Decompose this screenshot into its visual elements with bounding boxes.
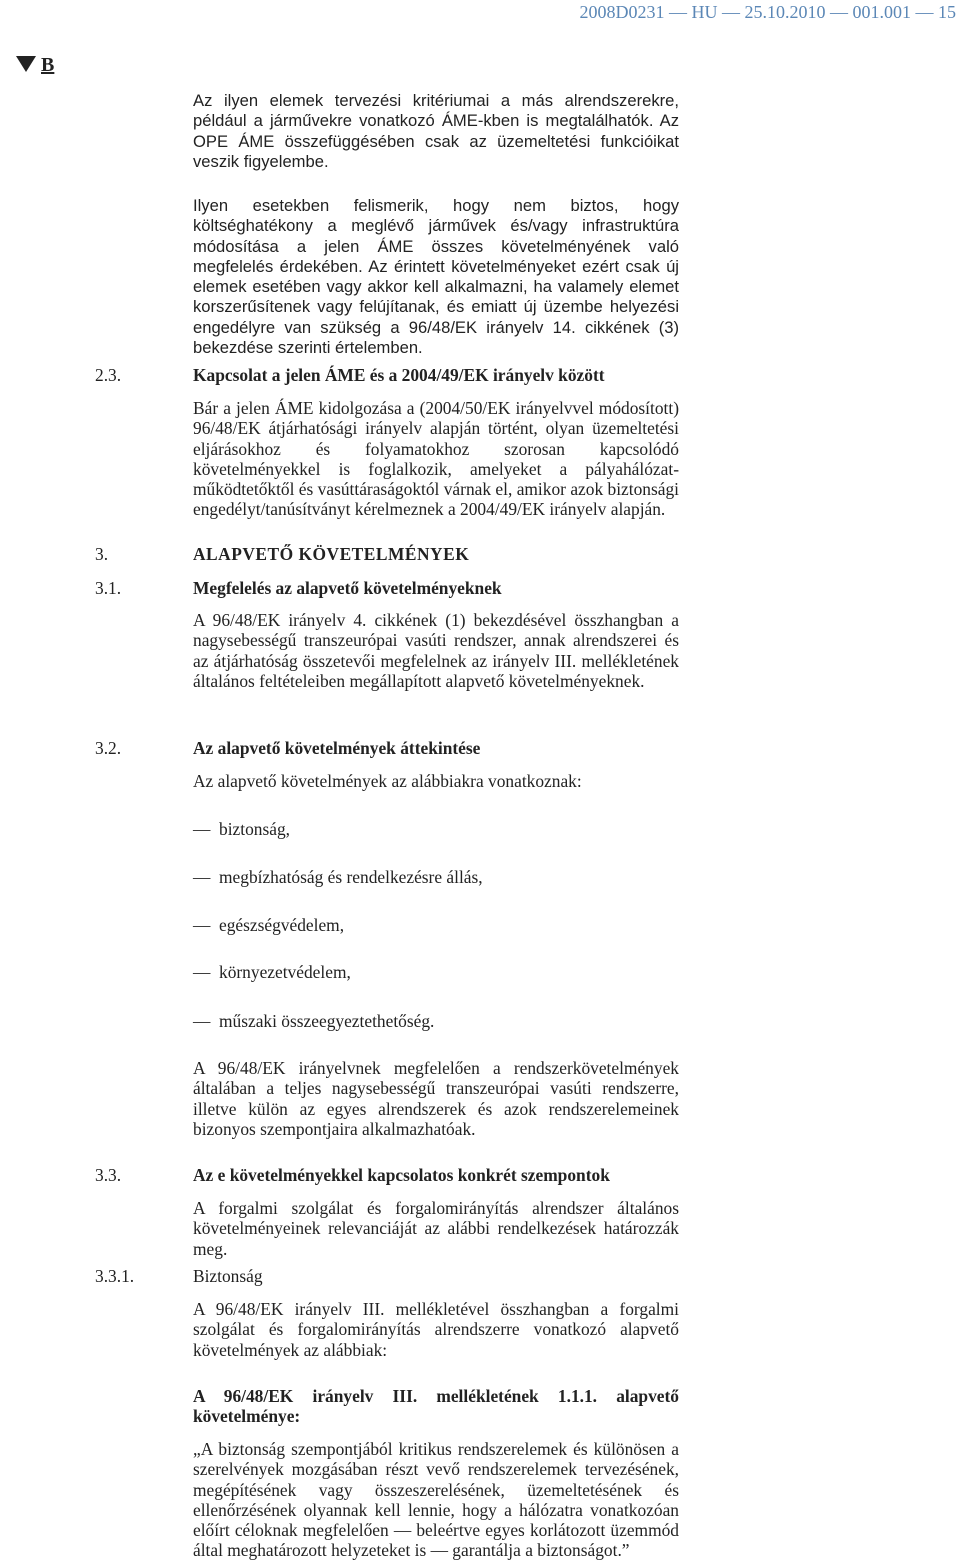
paragraph: Ilyen esetekben felismerik, hogy nem biztos, hogy költséghatékony a meglévő járművek és/vagy infrastruktúra módosítása a jelen ÁME összes követelményének való megfelelés érdekében. Az érintett követelményeket ezért csak új elemek esetében vagy akkor kell alkalmazni, ha valamely elemet korszerűsítenek vagy felújítanak, és emiatt új üzembe helyezési engedélyre van szükség a 96/48/EK irányelv 14. cikkének (3) bekezdése szerinti értelemben. xyxy=(193,196,679,358)
section-number: 3.1. xyxy=(95,578,122,598)
section-title: Az e követelményekkel kapcsolatos konkrét szempontok xyxy=(193,1165,610,1185)
list-item-text: biztonság, xyxy=(219,819,290,839)
section-number: 3.3.1. xyxy=(95,1266,135,1286)
paragraph: Bár a jelen ÁME kidolgozása a (2004/50/EK irányelvvel módosított) 96/48/EK átjárhatósági irányelv alapján történt, olyan üzemeltetési eljárásokhoz és folyamatokhoz szorosan kapcsolódó követelményekkel is foglalkozik, amelyeket a pályahálózat-működtetőktől és vasúttáraságoktól várnak el, amikor azok biztonsági engedélyt/tanúsítványt kérelmeznek a 2004/49/EK irányelv alapján. xyxy=(193,398,679,520)
list-item-text: egészségvédelem, xyxy=(219,915,345,935)
list-dash: — xyxy=(193,819,211,839)
paragraph: A forgalmi szolgálat és forgalomirányítás alrendszer általános követelményeinek relevanciáját az alábbi rendelkezések határozzák meg. xyxy=(193,1198,679,1259)
paragraph: Az ilyen elemek tervezési kritériumai a más alrendszerekre, például a járművekre vonatkozó ÁME-kben is megtalálhatók. Az OPE ÁME összefüggésében csak az üzemeltetési funkcióikat veszik figyelembe. xyxy=(193,91,679,171)
section-title: Megfelelés az alapvető követelményeknek xyxy=(193,578,502,598)
list-item-text: megbízhatóság és rendelkezésre állás, xyxy=(219,867,483,887)
list-item xyxy=(193,1011,434,1031)
section-title: Kapcsolat a jelen ÁME és a 2004/49/EK irányelv között xyxy=(193,365,605,385)
paragraph: A 96/48/EK irányelv III. mellékletével összhangban a forgalmi szolgálat és forgalomirányítás alrendszerre vonatkozó alapvető követelmények az alábbiak: xyxy=(193,1299,679,1360)
version-marker xyxy=(16,55,54,75)
list-item xyxy=(193,962,351,982)
section-number: 3. xyxy=(95,544,109,564)
subsection-title: Biztonság xyxy=(193,1266,263,1286)
section-number: 3.2. xyxy=(95,738,122,758)
list-item-text: környezetvédelem, xyxy=(219,962,351,982)
list-item xyxy=(193,867,483,887)
chapter-title: ALAPVETŐ KÖVETELMÉNYEK xyxy=(193,544,470,564)
list-dash: — xyxy=(193,1011,211,1031)
list-dash: — xyxy=(193,867,211,887)
page-header: 2008D0231 — HU — 25.10.2010 — 001.001 — 15 xyxy=(579,2,956,22)
triangle-down-icon xyxy=(16,56,36,72)
paragraph: A 96/48/EK irányelv 4. cikkének (1) bekezdésével összhangban a nagysebességű transzeurópai vasúti rendszer, annak alrendszerei és az átjárhatóság összetevői megfelelnek az irányelv III. mellékletének általános feltételeiben megállapított alapvető követelményeknek. xyxy=(193,610,679,691)
quote-paragraph: „A biztonság szempontjából kritikus rendszerelemek és különösen a szerelvények mozgásában részt vevő rendszerelemek tervezésének, megépítésének vagy összeszerelésének, üzemeltetésének és ellenőrzésének olyannak kell lennie, hogy a hálózatra vonatkozóan előírt céloknak megfelelően — beleértve egyes korlátozott üzemmód által meghatározott helyzeteket is — garantálja a biztonságot.” xyxy=(193,1439,679,1561)
list-dash: — xyxy=(193,915,211,935)
section-title: Az alapvető követelmények áttekintése xyxy=(193,738,481,758)
paragraph: Az alapvető követelmények az alábbiakra vonatkoznak: xyxy=(193,771,582,791)
list-item xyxy=(193,819,290,839)
section-number: 2.3. xyxy=(95,365,122,385)
marker-letter: B xyxy=(41,54,55,76)
bold-paragraph: A 96/48/EK irányelv III. mellékletének 1.1.1. alapvető követelménye: xyxy=(193,1386,679,1427)
section-number: 3.3. xyxy=(95,1165,122,1185)
list-item-text: műszaki összeegyeztethetőség. xyxy=(219,1011,435,1031)
list-item xyxy=(193,915,344,935)
list-dash: — xyxy=(193,962,211,982)
paragraph: A 96/48/EK irányelvnek megfelelően a rendszerkövetelmények általában a teljes nagysebességű transzeurópai vasúti rendszerre, illetve külön az egyes alrendszerek és azok rendszerelemeinek bizonyos szempontjaira alkalmazhatóak. xyxy=(193,1058,679,1139)
